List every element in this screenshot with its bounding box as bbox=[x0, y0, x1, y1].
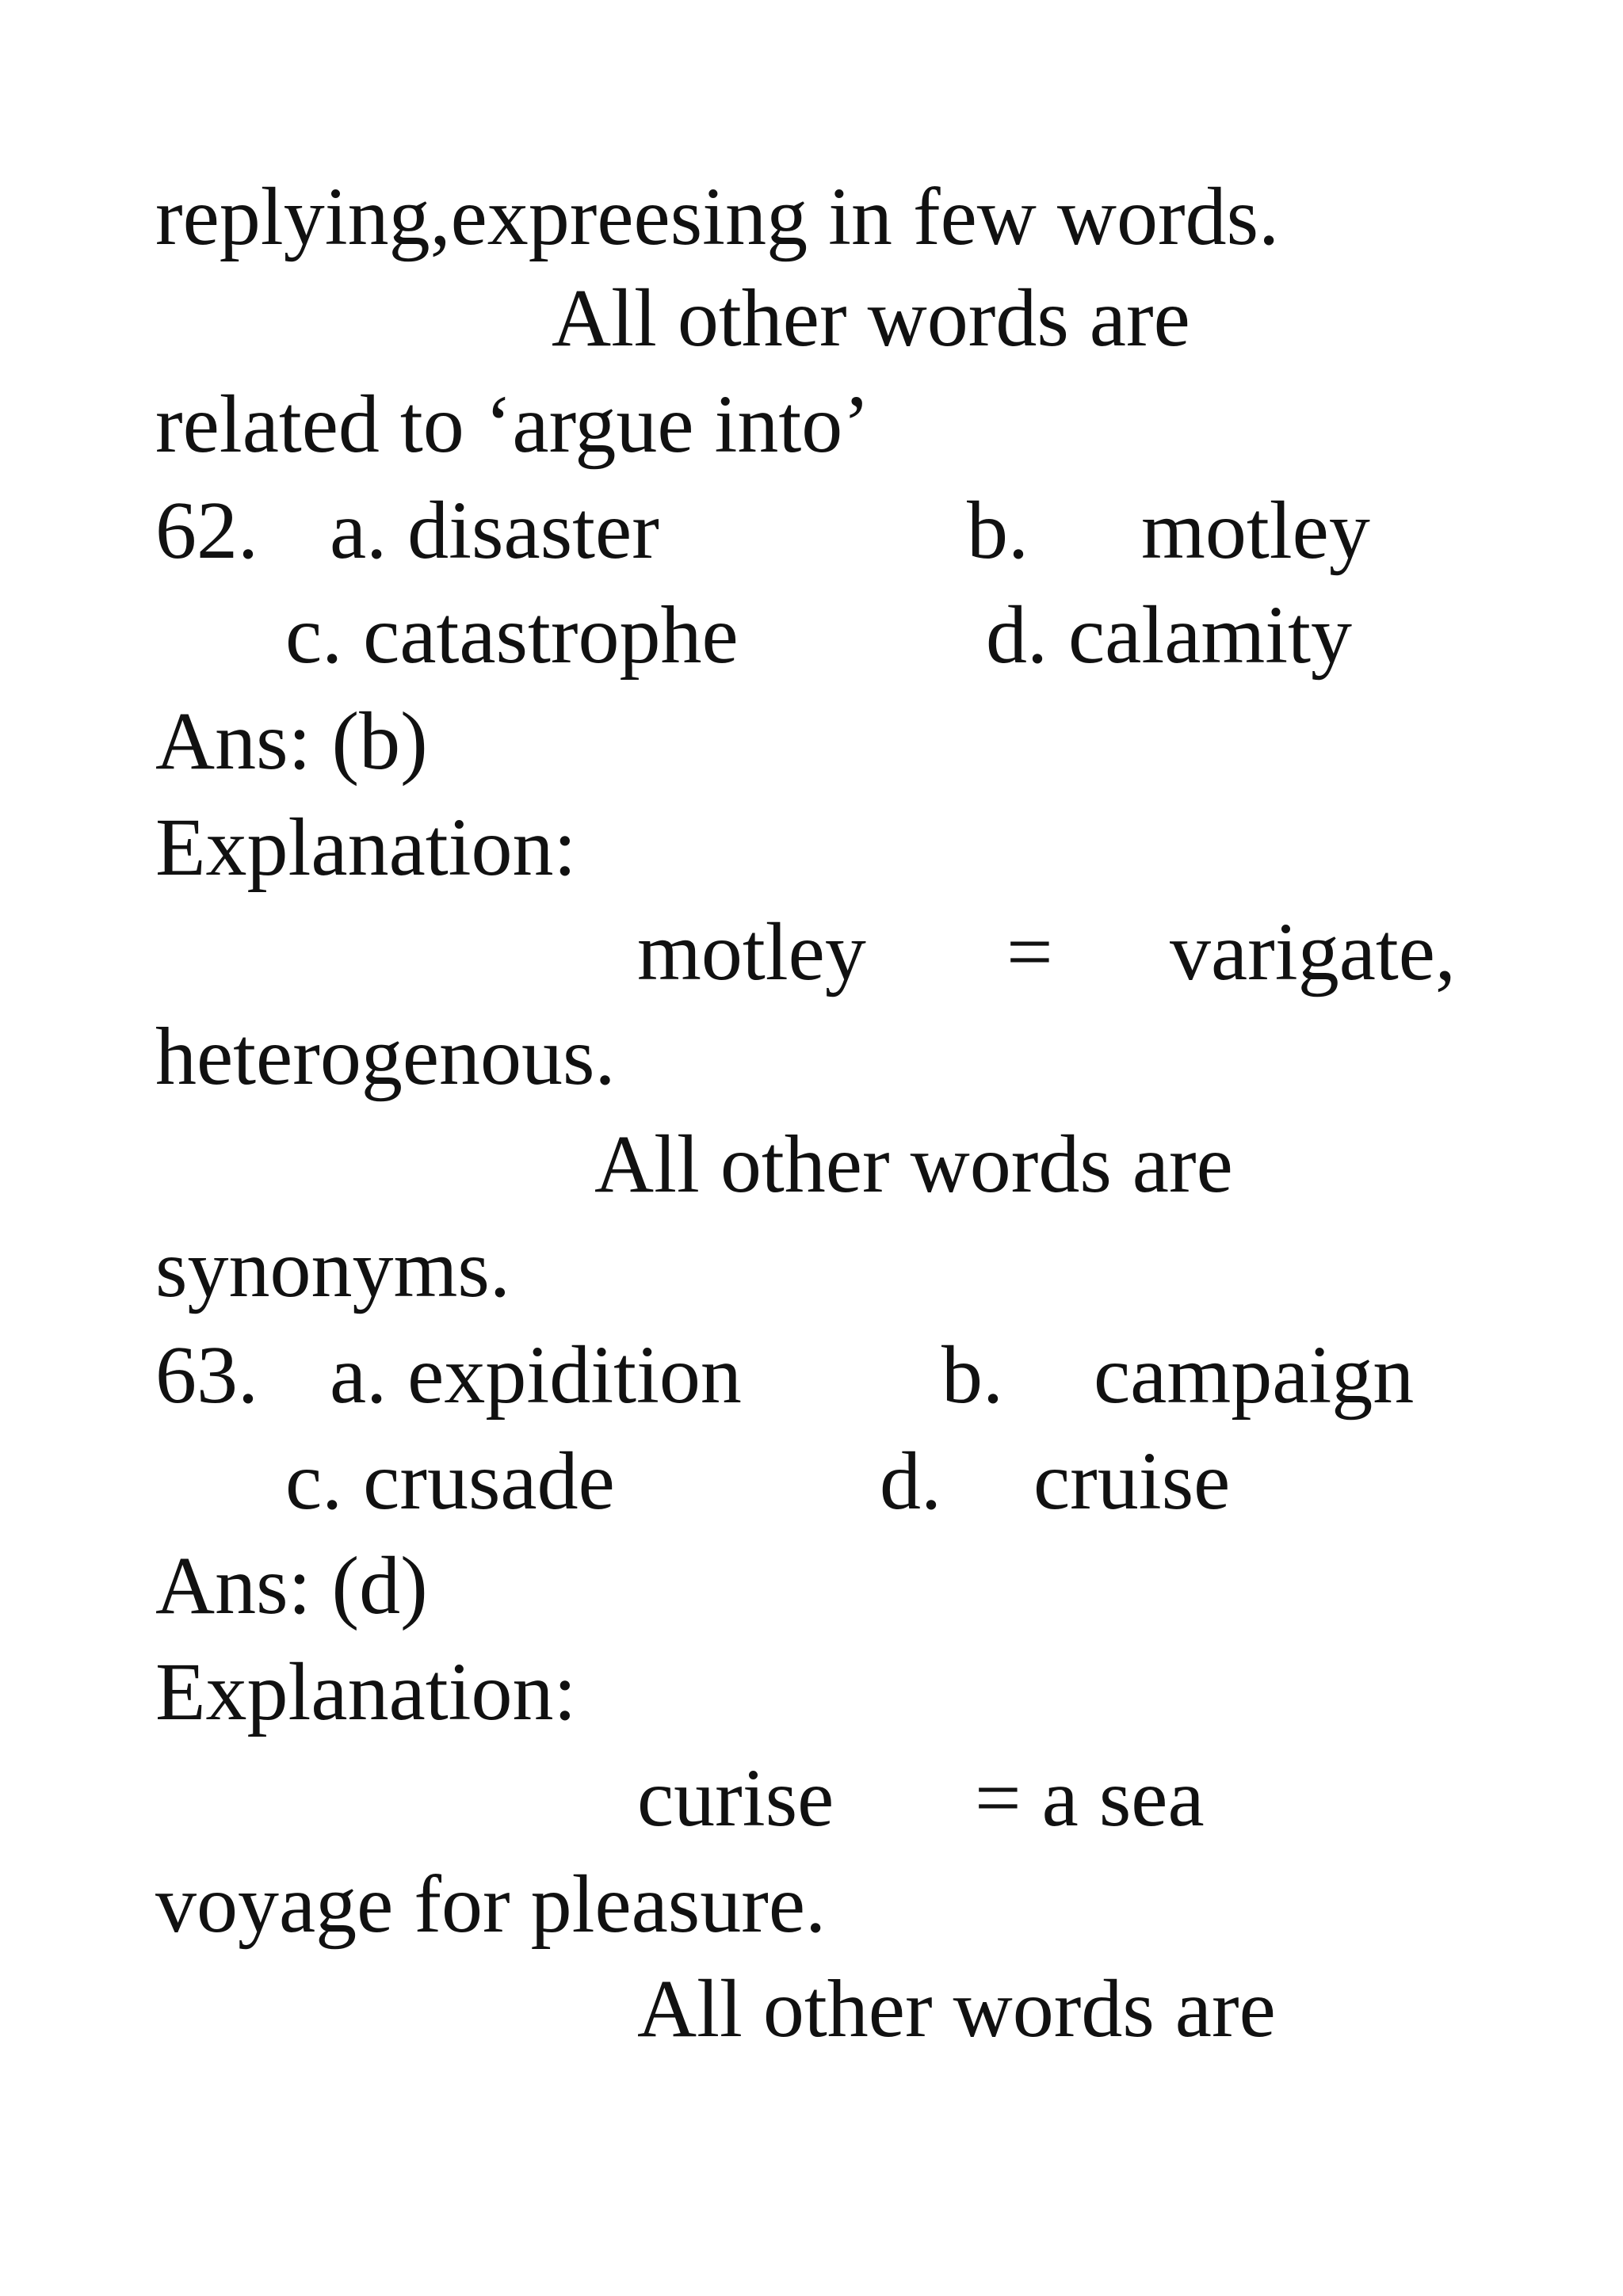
option-c: c. catastrophe bbox=[285, 589, 739, 681]
text-line: related to ‘argue into’ bbox=[155, 379, 870, 470]
term: motley bbox=[637, 906, 866, 997]
text-line: replying,expreesing in few words. bbox=[155, 171, 1280, 262]
explanation-heading: Explanation: bbox=[155, 802, 577, 893]
option-a: a. expidition bbox=[330, 1329, 742, 1421]
option-d-text: cruise bbox=[1033, 1436, 1231, 1527]
equals-sign: = bbox=[1006, 906, 1053, 997]
text-line: voyage for pleasure. bbox=[155, 1859, 827, 1950]
answer: Ans: (d) bbox=[155, 1540, 428, 1631]
term: curise bbox=[637, 1753, 834, 1844]
question-number: 62. bbox=[155, 485, 258, 576]
definition: = a sea bbox=[975, 1753, 1205, 1844]
text-line: All other words are bbox=[552, 273, 1190, 364]
question-number: 63. bbox=[155, 1329, 258, 1421]
option-b-text: motley bbox=[1141, 485, 1370, 576]
text-line: All other words are bbox=[594, 1119, 1233, 1210]
option-a: a. disaster bbox=[330, 485, 659, 576]
option-b-label: b. bbox=[941, 1329, 1003, 1421]
option-d-label: d. bbox=[880, 1436, 941, 1527]
answer: Ans: (b) bbox=[155, 696, 428, 787]
definition: varigate, bbox=[1170, 906, 1456, 997]
text-line: All other words are bbox=[637, 1963, 1276, 2054]
option-b-label: b. bbox=[967, 485, 1029, 576]
explanation-heading: Explanation: bbox=[155, 1646, 577, 1737]
text-line: heterogenous. bbox=[155, 1011, 616, 1102]
option-c: c. crusade bbox=[285, 1436, 615, 1527]
text-line: synonyms. bbox=[155, 1223, 510, 1314]
option-b-text: campaign bbox=[1094, 1329, 1415, 1421]
option-d: d. calamity bbox=[986, 589, 1353, 681]
